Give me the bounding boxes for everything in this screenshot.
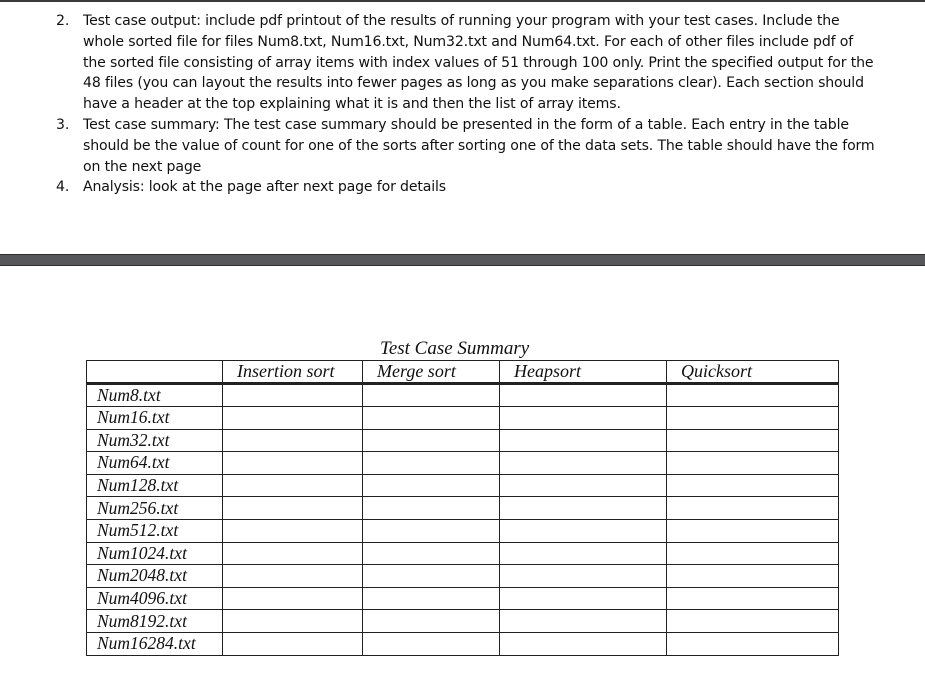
requirement-line: have a header at the top explaining what it is and then the list of array items. <box>83 96 621 113</box>
count-cell <box>667 452 839 475</box>
requirement-line: Test case output: include pdf printout of the results of running your program with your test cases. Include the <box>83 13 840 29</box>
table-row <box>87 384 839 407</box>
count-cell <box>223 542 363 565</box>
row-label: Num64.txt <box>87 452 223 475</box>
requirement-line: the sorted file consisting of array items with index values of 51 through 100 only. Print the specified output for the <box>83 54 874 71</box>
table-row <box>87 407 839 430</box>
count-cell <box>223 497 363 520</box>
page-edge-fragment <box>80 2 120 4</box>
requirement-line: whole sorted file for files Num8.txt, Num16.txt, Num32.txt and Num64.txt. For each of other files include pdf of <box>83 33 854 50</box>
count-cell <box>363 587 500 610</box>
requirement-number: 4. <box>56 179 70 196</box>
count-cell <box>667 519 839 542</box>
count-cell <box>223 452 363 475</box>
requirement-line: should be the value of count for one of the sorts after sorting one of the data sets. The table should have the form <box>83 137 875 154</box>
column-header: Quicksort <box>667 361 839 384</box>
table-body <box>87 384 839 656</box>
count-cell <box>500 565 667 588</box>
count-cell <box>500 429 667 452</box>
count-cell <box>667 610 839 633</box>
count-cell <box>363 632 500 655</box>
count-cell <box>223 474 363 497</box>
document-page-lower <box>0 266 925 690</box>
count-cell <box>363 474 500 497</box>
count-cell <box>223 587 363 610</box>
requirement-item-3 <box>56 115 901 177</box>
row-label: Num4096.txt <box>87 587 223 610</box>
table-row <box>87 587 839 610</box>
count-cell <box>363 565 500 588</box>
row-label: Num8.txt <box>87 384 223 407</box>
table-row <box>87 542 839 565</box>
count-cell <box>500 632 667 655</box>
table-row <box>87 565 839 588</box>
count-cell <box>667 497 839 520</box>
table-row <box>87 452 839 475</box>
document-page-upper <box>0 0 925 254</box>
count-cell <box>500 519 667 542</box>
requirement-line: on the next page <box>83 158 202 175</box>
requirements-list <box>56 11 901 198</box>
count-cell <box>363 384 500 407</box>
row-label: Num16.txt <box>87 407 223 430</box>
count-cell <box>500 407 667 430</box>
count-cell <box>500 587 667 610</box>
column-header: Merge sort <box>363 361 500 384</box>
count-cell <box>500 610 667 633</box>
requirement-line: Test case summary: The test case summary should be presented in the form of a table. Each entry in the table <box>83 116 849 133</box>
count-cell <box>223 610 363 633</box>
count-cell <box>223 384 363 407</box>
table-row <box>87 497 839 520</box>
table-row <box>87 429 839 452</box>
requirement-item-2 <box>56 11 901 115</box>
count-cell <box>363 497 500 520</box>
requirement-line: Analysis: look at the page after next page for details <box>83 179 446 196</box>
count-cell <box>363 610 500 633</box>
count-cell <box>363 407 500 430</box>
count-cell <box>667 429 839 452</box>
page-separator <box>0 254 925 266</box>
row-label: Num256.txt <box>87 497 223 520</box>
header-corner-cell <box>87 361 223 384</box>
table-row <box>87 632 839 655</box>
count-cell <box>223 565 363 588</box>
count-cell <box>667 474 839 497</box>
count-cell <box>223 519 363 542</box>
count-cell <box>500 452 667 475</box>
row-label: Num32.txt <box>87 429 223 452</box>
count-cell <box>500 384 667 407</box>
table-row <box>87 519 839 542</box>
requirement-number: 3. <box>56 116 70 133</box>
count-cell <box>667 407 839 430</box>
table-title: Test Case Summary <box>380 338 530 359</box>
column-header: Insertion sort <box>223 361 363 384</box>
count-cell <box>667 542 839 565</box>
row-label: Num2048.txt <box>87 565 223 588</box>
table-header-row <box>87 361 839 384</box>
row-label: Num16284.txt <box>87 632 223 655</box>
count-cell <box>667 587 839 610</box>
row-label: Num8192.txt <box>87 610 223 633</box>
test-case-summary-table <box>86 360 839 656</box>
count-cell <box>363 542 500 565</box>
requirement-line: 48 files (you can layout the results into fewer pages as long as you make separations clear). Each section should <box>83 75 864 92</box>
requirement-number: 2. <box>56 13 70 29</box>
row-label: Num128.txt <box>87 474 223 497</box>
count-cell <box>500 474 667 497</box>
count-cell <box>500 497 667 520</box>
count-cell <box>363 519 500 542</box>
table-row <box>87 474 839 497</box>
row-label: Num512.txt <box>87 519 223 542</box>
count-cell <box>363 452 500 475</box>
count-cell <box>667 632 839 655</box>
count-cell <box>223 429 363 452</box>
table-row <box>87 610 839 633</box>
count-cell <box>223 632 363 655</box>
column-header: Heapsort <box>500 361 667 384</box>
count-cell <box>667 384 839 407</box>
count-cell <box>223 407 363 430</box>
row-label: Num1024.txt <box>87 542 223 565</box>
requirement-item-4 <box>56 177 901 198</box>
count-cell <box>500 542 667 565</box>
count-cell <box>667 565 839 588</box>
count-cell <box>363 429 500 452</box>
